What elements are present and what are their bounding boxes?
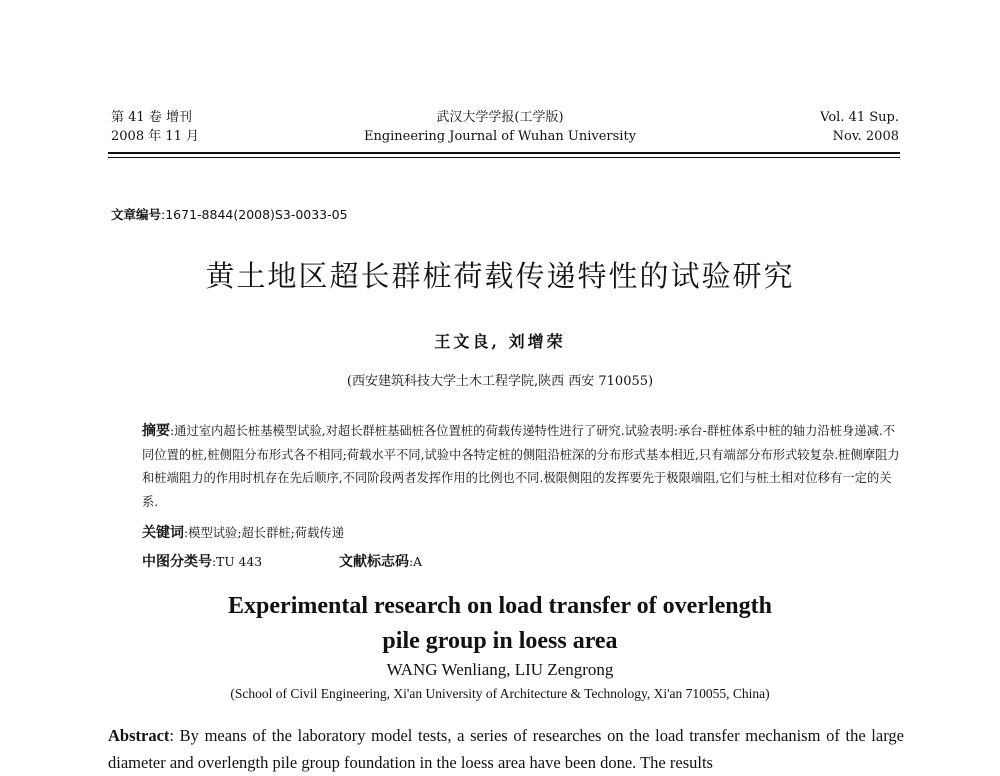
affiliation-en: (School of Civil Engineering, Xi'an University of Architecture & Technology, Xi'an 710055, China) bbox=[230, 686, 770, 701]
doc-code-text: :A bbox=[409, 555, 423, 569]
paper-title-cn: 黄土地区超长群桩荷载传递特性的试验研究 bbox=[205, 259, 795, 293]
authors-cn: 王文良, 刘增荣 bbox=[434, 332, 566, 351]
keywords-cn bbox=[142, 522, 344, 542]
article-number-value: :1671-8844(2008)S3-0033-05 bbox=[161, 207, 348, 222]
title-en-line1: Experimental research on load transfer of overlength bbox=[228, 593, 772, 619]
volume-line: 第 41 卷 增刊 bbox=[111, 110, 192, 125]
header-rule-thick bbox=[108, 152, 900, 154]
journal-volume-en bbox=[820, 108, 899, 146]
clc-text: :TU 443 bbox=[212, 555, 263, 569]
abstract-en bbox=[108, 722, 904, 776]
article-number bbox=[111, 205, 348, 223]
date-en-line: Nov. 2008 bbox=[832, 129, 899, 144]
volume-en-line: Vol. 41 Sup. bbox=[820, 110, 899, 125]
authors-en: WANG Wenliang, LIU Zengrong bbox=[386, 660, 614, 679]
date-line: 2008 年 11 月 bbox=[111, 129, 200, 144]
journal-name-cn: 武汉大学学报(工学版) bbox=[436, 110, 564, 125]
article-number-label: 文章编号 bbox=[111, 207, 162, 222]
header-rule-thin bbox=[108, 157, 900, 158]
paper-title-en bbox=[0, 589, 1000, 659]
document-code bbox=[339, 551, 422, 571]
abstract-en-label: Abstract bbox=[108, 726, 170, 745]
keywords-text: :模型试验;超长群桩;荷载传递 bbox=[184, 526, 344, 540]
journal-name-en: Engineering Journal of Wuhan University bbox=[363, 129, 637, 144]
doc-code-label: 文献标志码 bbox=[339, 554, 409, 570]
abstract-cn-text: :通过室内超长桩基模型试验,对超长群桩基础桩各位置桩的荷载传递特性进行了研究.试验表明:承台-群桩体系中桩的轴力沿桩身递减.不同位置的桩,桩侧阻分布形式各不相同;荷载水平不同,试验中各特定桩的侧阻沿桩深的分布形式基本相近,只有端部分布形式较复杂.桩侧摩阻力和桩端阻力的作用时机存在先后顺序,不同阶段两者发挥作用的比例也不同.极限侧阻的发挥要先于极限端阻,它们与桩土相对位移有一定的关系. bbox=[142, 424, 900, 509]
title-en-line2: pile group in loess area bbox=[382, 628, 618, 654]
affiliation-cn: (西安建筑科技大学土木工程学院,陕西 西安 710055) bbox=[346, 374, 654, 389]
clc-label: 中图分类号 bbox=[142, 554, 212, 570]
abstract-cn-label: 摘要 bbox=[142, 423, 170, 439]
abstract-cn bbox=[142, 420, 902, 514]
classification-code bbox=[142, 551, 262, 571]
abstract-en-text: : By means of the laboratory model tests, a series of researches on the load transfer mechanism of the large diameter and overlength pile group foundation in the loess area have been done. The results bbox=[108, 726, 904, 772]
keywords-label: 关键词 bbox=[142, 525, 184, 541]
